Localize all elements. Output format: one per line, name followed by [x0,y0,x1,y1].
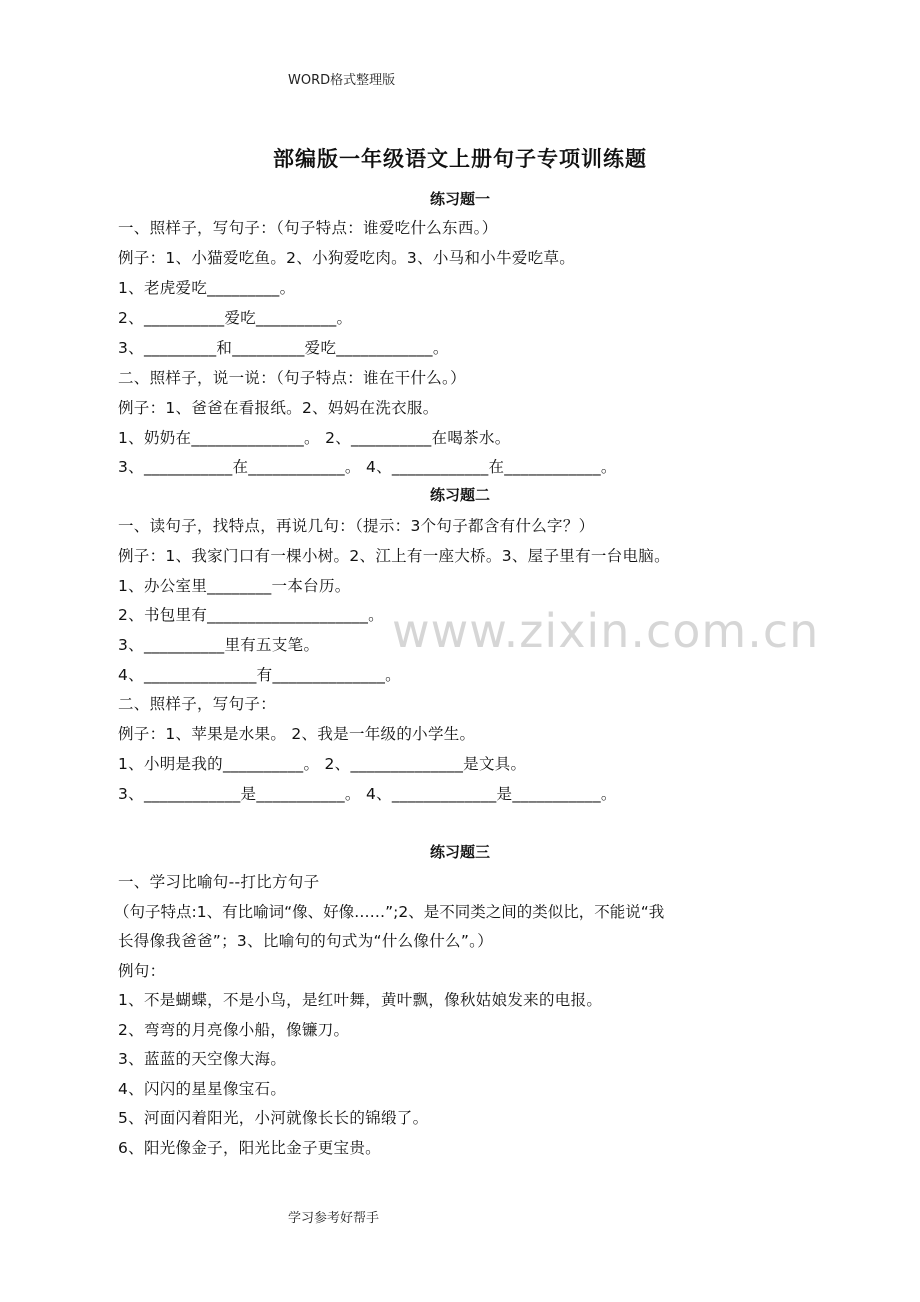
ex3-line: 长得像我爸爸”；3、比喻句的句式为“什么像什么”。） [118,932,494,950]
ex2-line: 1、小明是我的__________。 2、______________是文具。 [118,755,527,773]
ex3-line: 4、闪闪的星星像宝石。 [118,1080,287,1098]
ex2-line: 1、办公室里________一本台历。 [118,577,351,595]
watermark: www.zixin.com.cn [392,604,820,658]
page-title: 部编版一年级语文上册句子专项训练题 [273,147,647,171]
ex1-line: 例子：1、小猫爱吃鱼。2、小狗爱吃肉。3、小马和小牛爱吃草。 [118,249,576,267]
ex1-line: 1、老虎爱吃_________。 [118,279,296,297]
ex3-line: 2、弯弯的月亮像小船，像镰刀。 [118,1021,350,1039]
ex2-line: 二、照样子，写句子： [118,695,277,713]
ex3-line: 3、蓝蓝的天空像大海。 [118,1050,287,1068]
ex1-line: 一、照样子，写句子：（句子特点：谁爱吃什么东西。） [118,219,498,237]
ex3-line: 1、不是蝴蝶，不是小鸟，是红叶舞，黄叶飘，像秋姑娘发来的电报。 [118,991,603,1009]
exercise-2-heading: 练习题二 [429,486,490,504]
page-footer: 学习参考好帮手 [288,1211,380,1226]
ex1-line: 3、_________和_________爱吃____________。 [118,339,449,357]
exercise-3-heading: 练习题三 [429,843,490,861]
ex1-line: 2、__________爱吃__________。 [118,309,353,327]
page-header: WORD格式整理版 [288,73,396,88]
ex2-line: 3、__________里有五支笔。 [118,636,320,654]
ex3-line: （句子特点:1、有比喻词“像、好像……”;2、是不同类之间的类似比，不能说“我 [114,903,665,921]
ex3-line: 例句： [118,962,166,980]
ex2-line: 4、______________有______________。 [118,666,401,684]
ex1-line: 例子：1、爸爸在看报纸。2、妈妈在洗衣服。 [118,399,439,417]
ex1-line: 二、照样子，说一说：（句子特点：谁在干什么。） [118,369,466,387]
ex1-line: 3、___________在____________。 4、____________在____________。 [118,458,617,476]
ex3-line: 6、阳光像金子，阳光比金子更宝贵。 [118,1139,381,1157]
ex3-line: 5、河面闪着阳光，小河就像长长的锦缎了。 [118,1109,429,1127]
ex2-line: 3、____________是___________。 4、_____________是___________。 [118,785,617,803]
exercise-1-heading: 练习题一 [429,190,490,208]
ex2-line: 2、书包里有____________________。 [118,606,384,624]
ex1-line: 1、奶奶在______________。 2、__________在喝茶水。 [118,429,511,447]
ex2-line: 例子：1、苹果是水果。 2、我是一年级的小学生。 [118,725,476,743]
ex2-line: 一、读句子，找特点，再说几句：（提示：3个句子都含有什么字？） [118,517,595,535]
ex2-line: 例子：1、我家门口有一棵小树。2、江上有一座大桥。3、屋子里有一台电脑。 [118,547,670,565]
ex3-line: 一、学习比喻句--打比方句子 [118,873,320,891]
